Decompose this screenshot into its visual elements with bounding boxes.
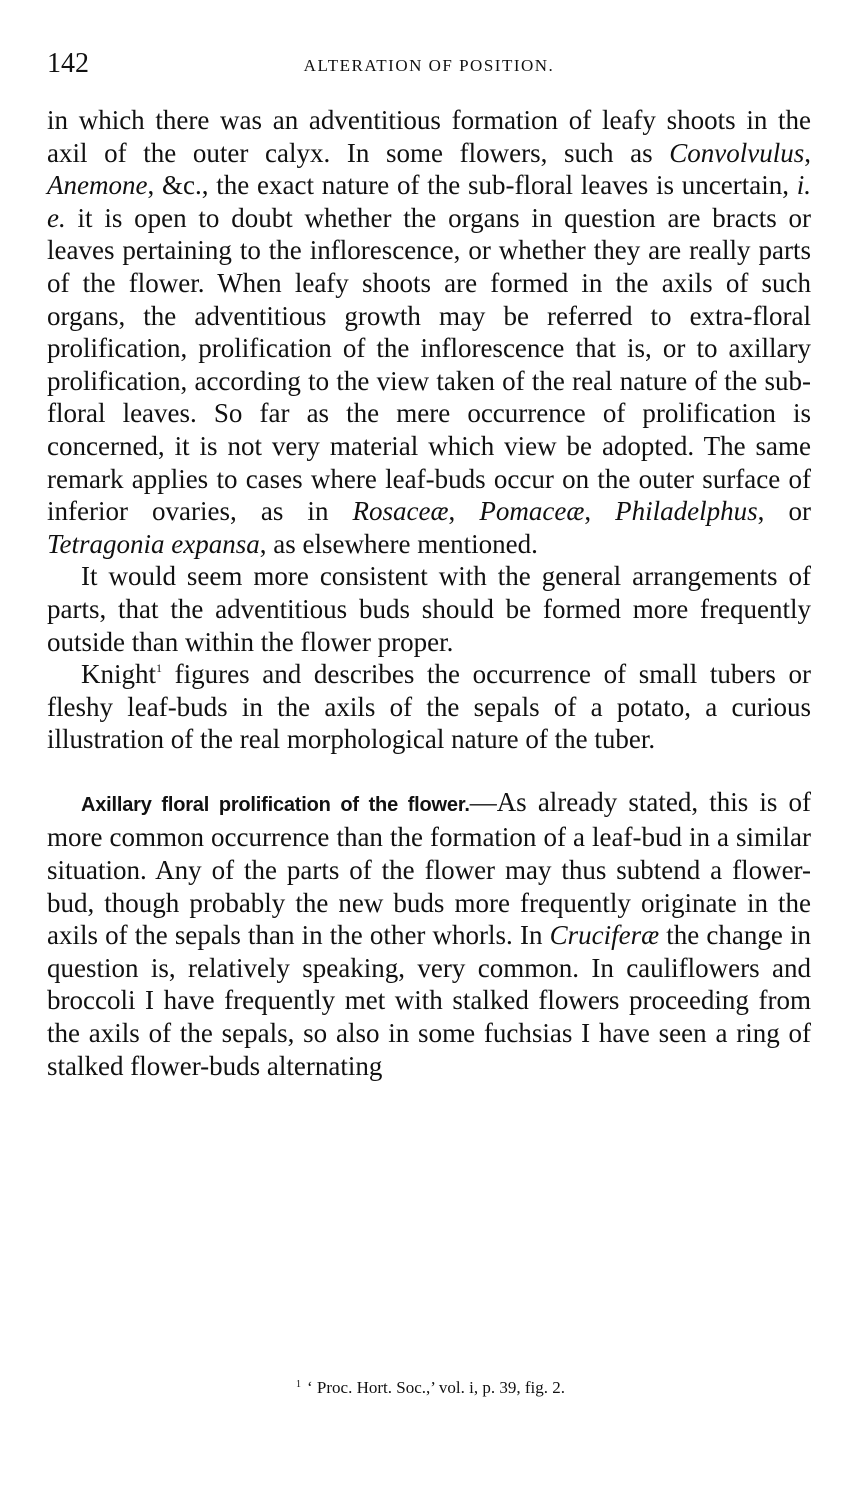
section-gap bbox=[47, 756, 811, 786]
text-run: in which there was an adventitious formation of leafy shoots in the axil of the outer calyx. In some flowers, such as bbox=[47, 105, 811, 168]
italic-term: Philadelphus bbox=[615, 496, 758, 527]
text-run: figures and describes the occurrence of small tubers or fleshy leaf-buds in the axils of the sepals of a potato, a curious illustration of the real morphological nature of the tuber. bbox=[47, 659, 811, 755]
italic-term: Cruciferæ bbox=[549, 920, 660, 951]
footnote-reference: 1 bbox=[156, 661, 163, 676]
text-run: , bbox=[448, 496, 480, 527]
text-run: , as elsewhere mentioned. bbox=[259, 528, 538, 559]
italic-term: Anemone bbox=[47, 170, 148, 201]
italic-term: Rosaceæ bbox=[352, 496, 449, 527]
italic-term: Convolvulus bbox=[669, 137, 805, 168]
footnote-marker: 1 bbox=[296, 1379, 302, 1390]
section-heading: Axillary floral prolification of the flower. bbox=[81, 793, 470, 816]
text-run: , &c., the exact nature of the sub-floral leaves is uncertain, bbox=[147, 170, 797, 201]
paragraph-3 bbox=[47, 658, 811, 756]
paragraph-4 bbox=[47, 786, 811, 1082]
text-run: —As already stated, this is of more common occurrence than the formation of a leaf-bud in a similar situation. Any of the parts of the flower may thus subtend a flower-bud, though probably the new buds more frequently originate in the axils of the sepals than in the other whorls. In bbox=[47, 786, 811, 951]
text-run: the change in question is, relatively speaking, very common. In cauliflowers and broccoli I have frequently met with stalked flowers proceeding from the axils of the sepals, so also in some fuchsias I have seen a ring of stalked flower-buds alternating bbox=[47, 920, 811, 1081]
page-header bbox=[47, 48, 811, 88]
text-run: , bbox=[584, 496, 616, 527]
footnote bbox=[0, 1378, 861, 1398]
italic-term: Tetragonia expansa bbox=[47, 528, 260, 559]
paragraph-1 bbox=[47, 104, 811, 560]
paragraph-2: It would seem more consistent with the general arrangements of parts, that the adventitious buds should be formed more frequently outside than within the flower proper. bbox=[47, 561, 811, 657]
text-run: Knight bbox=[81, 659, 157, 690]
footnote-text: ‘ Proc. Hort. Soc.,’ vol. i, p. 39, fig. 2. bbox=[307, 1378, 565, 1397]
page-number: 142 bbox=[47, 48, 89, 79]
running-title: ALTERATION OF POSITION. bbox=[303, 56, 555, 75]
text-run: , bbox=[804, 137, 811, 168]
italic-term: i. e. bbox=[47, 170, 811, 233]
italic-term: Pomaceæ bbox=[479, 496, 585, 527]
body-text bbox=[47, 104, 811, 1082]
text-run: it is open to doubt whether the organs in question are bracts or leaves pertaining to the inflorescence, or whether they are really parts of the flower. When leafy shoots are formed in the axils of such organs, the adventitious growth may be referred to extra-floral prolification, prolification of the inflorescence that is, or to axillary prolification, according to the view taken of the real nature of the sub-floral leaves. So far as the mere occurrence of prolification is concerned, it is not very material which view be adopted. The same remark applies to cases where leaf-buds occur on the outer surface of inferior ovaries, as in bbox=[47, 202, 811, 527]
text-run: , or bbox=[757, 496, 812, 527]
